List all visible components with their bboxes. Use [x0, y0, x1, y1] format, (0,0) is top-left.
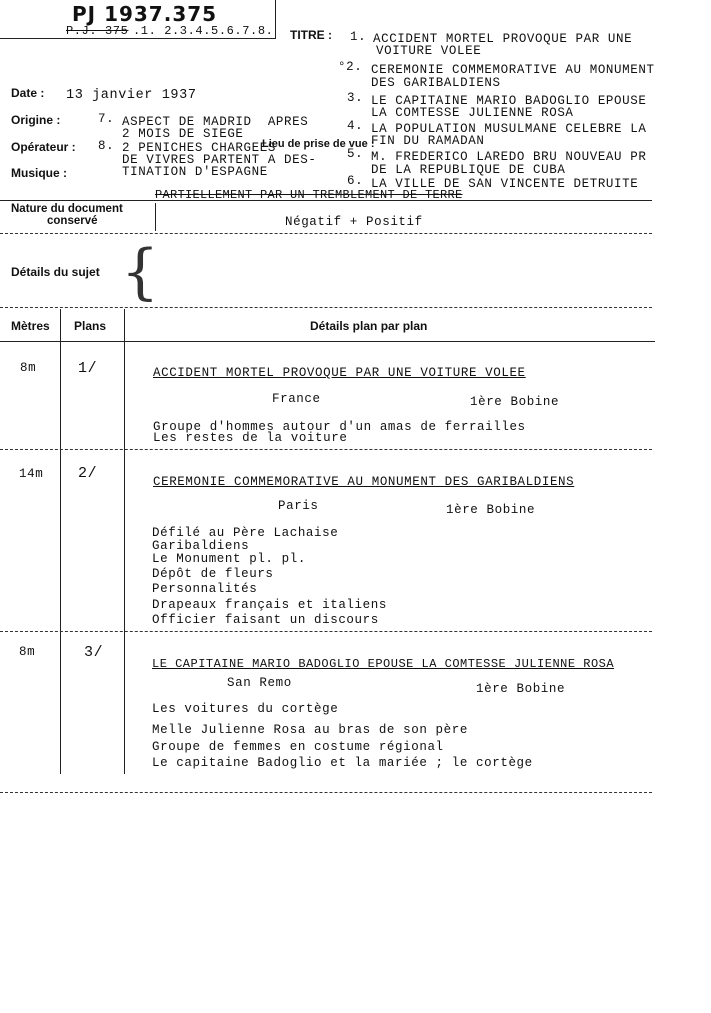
origine-line1: ASPECT DE MADRID APRES — [122, 115, 309, 129]
row-title: LE CAPITAINE MARIO BADOGLIO EPOUSE LA COMTESSE JULIENNE ROSA — [152, 657, 615, 671]
ref-typed-struck: P.J. 375 — [66, 24, 129, 38]
titre-4-num: 4. — [347, 119, 364, 133]
details-sujet-label: Détails du sujet — [11, 265, 100, 279]
details-sujet-brace: { — [121, 237, 160, 307]
row-line: Les restes de la voiture — [153, 431, 348, 445]
nature-divider — [155, 203, 156, 231]
nature-top-line — [0, 200, 652, 201]
row-lieu: Paris — [278, 499, 319, 513]
row-line: Groupe d'hommes autour d'un amas de ferrailles — [153, 420, 526, 434]
table-header-bottom — [0, 341, 655, 342]
row-line: Les voitures du cortège — [152, 702, 339, 716]
ref-typed-nums: .1. 2.3.4.5.6.7.8. — [133, 24, 274, 38]
titre-5-line1: M. FREDERICO LAREDO BRU NOUVEAU PR — [371, 150, 647, 164]
titre-5-num: 5. — [347, 147, 364, 161]
titre-2-num: °2. — [338, 60, 363, 74]
row-line: Garibaldiens — [152, 539, 250, 553]
row-title: ACCIDENT MORTEL PROVOQUE PAR UNE VOITURE VOLEE — [153, 366, 526, 380]
row-lieu: San Remo — [227, 676, 292, 690]
origine-line2: 2 MOIS DE SIEGE — [122, 127, 244, 141]
operateur-label: Opérateur : — [11, 140, 76, 154]
titre-label: TITRE : — [290, 28, 332, 42]
row-metres: 8m — [19, 645, 36, 659]
ref-box-bottom — [0, 38, 276, 39]
titre-3-line2: LA COMTESSE JULIENNE ROSA — [371, 106, 574, 120]
operateur-line1: 2 PENICHES CHARGEES — [122, 141, 276, 155]
col-plans-header: Plans — [74, 319, 107, 333]
titre-5-line2: DE LA REPUBLIQUE DE CUBA — [371, 163, 566, 177]
row-metres: 14m — [19, 467, 44, 481]
col-divider-1 — [60, 309, 61, 774]
col-details-header: Détails plan par plan — [310, 319, 428, 333]
nature-label-1: Nature du document — [11, 203, 123, 215]
titre-6-line2: PARTIELLEMENT PAR UN TREMBLEMENT DE TERRE — [155, 188, 463, 202]
date-label: Date : — [11, 86, 45, 100]
row-plan: 1/ — [78, 360, 98, 377]
row-separator-2 — [0, 631, 652, 632]
titre-1-line2: VOITURE VOLEE — [376, 44, 482, 58]
row-plan: 2/ — [78, 465, 98, 482]
operateur-line3: TINATION D'ESPAGNE — [122, 165, 268, 179]
musique-label: Musique : — [11, 166, 67, 180]
bottom-separator — [0, 792, 652, 793]
nature-value: Négatif + Positif — [285, 215, 423, 229]
titre-2-line1: CEREMONIE COMMEMORATIVE AU MONUMENT — [371, 63, 655, 77]
row-line: Le capitaine Badoglio et la mariée ; le cortège — [152, 756, 533, 770]
ref-box-right — [275, 0, 276, 38]
titre-6-num: 6. — [347, 174, 364, 188]
origine-num: 7. — [98, 112, 115, 126]
row-line: Le Monument pl. pl. — [152, 552, 306, 566]
row-line: Drapeaux français et italiens — [152, 598, 387, 612]
col-divider-2 — [124, 309, 125, 774]
row-bobine: 1ère Bobine — [476, 682, 566, 696]
titre-4-line1: LA POPULATION MUSULMANE CELEBRE LA — [371, 122, 647, 136]
titre-4-line2: FIN DU RAMADAN — [371, 134, 485, 148]
row-lieu: France — [272, 392, 321, 406]
row-separator-1 — [0, 449, 652, 450]
row-line: Groupe de femmes en costume régional — [152, 740, 444, 754]
operateur-num: 8. — [98, 139, 115, 153]
lieu-label: Lieu de prise de vue : — [262, 138, 375, 150]
nature-label-2: conservé — [47, 215, 98, 227]
separator-2 — [0, 307, 652, 308]
row-title: CEREMONIE COMMEMORATIVE AU MONUMENT DES GARIBALDIENS — [153, 475, 575, 489]
separator-1 — [0, 233, 652, 234]
row-line: Melle Julienne Rosa au bras de son père — [152, 723, 468, 737]
origine-label: Origine : — [11, 113, 61, 127]
row-line: Défilé au Père Lachaise — [152, 526, 339, 540]
titre-1-line1: ACCIDENT MORTEL PROVOQUE PAR UNE — [373, 32, 633, 46]
date-value: 13 janvier 1937 — [66, 88, 197, 103]
row-metres: 8m — [20, 361, 37, 375]
row-line: Personnalités — [152, 582, 258, 596]
row-bobine: 1ère Bobine — [446, 503, 536, 517]
row-line: Dépôt de fleurs — [152, 567, 274, 581]
row-plan: 3/ — [84, 644, 104, 661]
titre-6-line1: LA VILLE DE SAN VINCENTE DETRUITE — [371, 177, 639, 191]
operateur-line2: DE VIVRES PARTENT A DES- — [122, 153, 317, 167]
titre-3-num: 3. — [347, 91, 364, 105]
titre-1-num: 1. — [350, 30, 367, 44]
col-metres-header: Mètres — [11, 319, 50, 333]
row-line: Officier faisant un discours — [152, 613, 379, 627]
titre-3-line1: LE CAPITAINE MARIO BADOGLIO EPOUSE — [371, 94, 647, 108]
row-bobine: 1ère Bobine — [470, 395, 560, 409]
ref-handwritten: PJ 1937.375 — [72, 2, 218, 26]
titre-2-line2: DES GARIBALDIENS — [371, 76, 501, 90]
